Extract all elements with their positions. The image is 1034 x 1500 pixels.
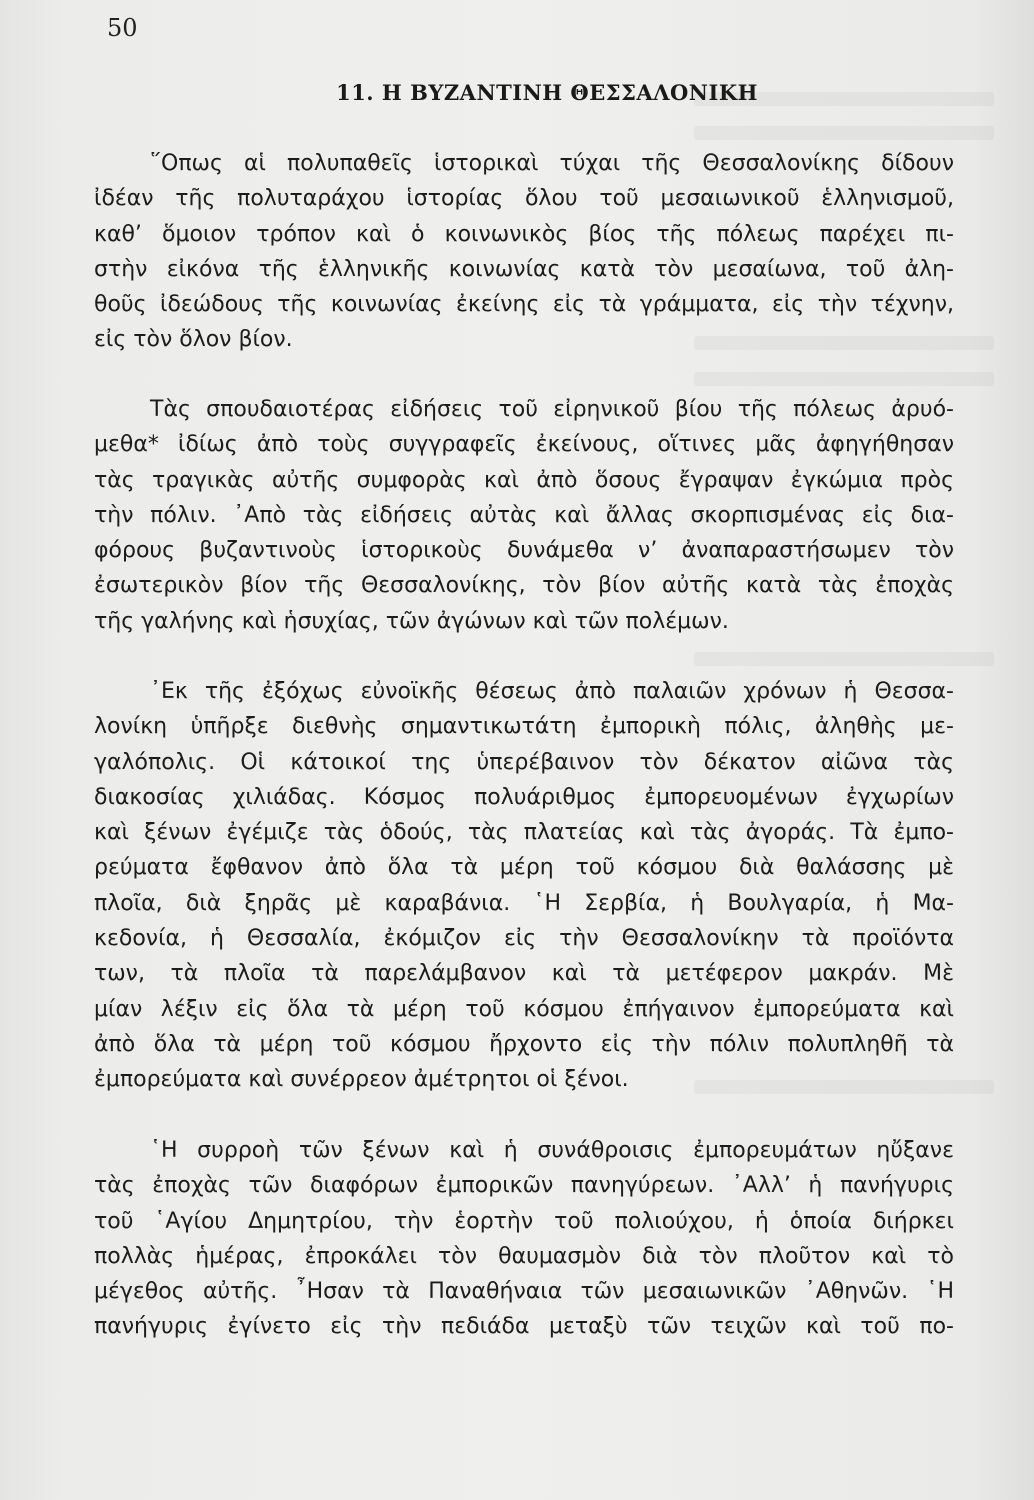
paragraph-1	[94, 146, 954, 358]
show-through-smudge	[694, 126, 994, 140]
text-line: τοῦ ῾Αγίου Δημητρίου, τὴν ἑορτὴν τοῦ πολιούχου, ἡ ὁποία διήρκει	[94, 1208, 954, 1234]
text-line: λονίκη ὑπῆρξε διεθνὴς σημαντικωτάτη ἐμπορικὴ πόλις, ἀληθὴς με-	[94, 714, 954, 740]
text-line: ἐσωτερικὸν βίον τῆς Θεσσαλονίκης, τὸν βίον αὐτῆς κατὰ τὰς ἐποχὰς	[94, 573, 954, 599]
text-line: Τὰς σπουδαιοτέρας εἰδήσεις τοῦ εἰρηνικοῦ βίου τῆς πόλεως ἀρυό-	[150, 397, 954, 422]
paragraph-2	[94, 392, 954, 639]
text-line: στὴν εἰκόνα τῆς ἑλληνικῆς κοινωνίας κατὰ τὸν μεσαίωνα, τοῦ ἀλη-	[94, 256, 954, 282]
text-line: μίαν λέξιν εἰς ὅλα τὰ μέρη τοῦ κόσμου ἐπήγαινον ἐμπορεύματα καὶ	[94, 996, 954, 1022]
chapter-title: 11. Η ΒΥΖΑΝΤΙΝΗ ΘΕΣΣΑΛΟΝΙΚΗ	[336, 80, 758, 105]
text-line: ἐμπορεύματα καὶ συνέρρεον ἀμέτρητοι οἱ ξένοι.	[94, 1067, 629, 1093]
text-line: ῞Οπως αἱ πολυπαθεῖς ἱστορικαὶ τύχαι τῆς Θεσσαλονίκης δίδουν	[150, 151, 954, 176]
show-through-smudge	[694, 652, 994, 666]
page-number: 50	[107, 14, 138, 42]
text-line: ρεύματα ἔφθανον ἀπὸ ὅλα τὰ μέρη τοῦ κόσμου διὰ θαλάσσης μὲ	[94, 855, 954, 881]
text-line: τὰς ἐποχὰς τῶν διαφόρων ἐμπορικῶν πανηγύρεων. ᾿Αλλ’ ἡ πανήγυρις	[94, 1173, 954, 1199]
text-line: κεδονία, ἡ Θεσσαλία, ἐκόμιζον εἰς τὴν Θεσσαλονίκην τὰ προϊόντα	[94, 926, 954, 952]
text-line: πολλὰς ἡμέρας, ἐπροκάλει τὸν θαυμασμὸν διὰ τὸν πλοῦτον καὶ τὸ	[94, 1243, 954, 1269]
text-line: ᾿Εκ τῆς ἐξόχως εὐνοϊκῆς θέσεως ἀπὸ παλαιῶν χρόνων ἡ Θεσσα-	[150, 679, 954, 704]
text-line: ἰδέαν τῆς πολυταράχου ἱστορίας ὅλου τοῦ μεσαιωνικοῦ ἑλληνισμοῦ,	[94, 186, 954, 212]
text-line: μεθα* ἰδίως ἀπὸ τοὺς συγγραφεῖς ἐκείνους, οἵτινες μᾶς ἀφηγήθησαν	[94, 432, 954, 458]
text-line: πλοῖα, διὰ ξηρᾶς μὲ καραβάνια. ῾Η Σερβία, ἡ Βουλγαρία, ἡ Μα-	[94, 890, 954, 916]
text-line: πανήγυρις ἐγίνετο εἰς τὴν πεδιάδα μεταξὺ τῶν τειχῶν καὶ τοῦ πο-	[94, 1314, 954, 1340]
text-line: τὴν πόλιν. ᾿Απὸ τὰς εἰδήσεις αὐτὰς καὶ ἄλλας σκορπισμένας εἰς δια-	[94, 502, 954, 528]
text-line: μέγεθος αὐτῆς. ῏Ησαν τὰ Παναθήναια τῶν μεσαιωνικῶν ᾿Αθηνῶν. ῾Η	[94, 1279, 954, 1305]
text-line: θοῦς ἰδεώδους τῆς κοινωνίας ἐκείνης εἰς τὰ γράμματα, εἰς τὴν τέχνην,	[94, 292, 954, 318]
text-line: ἀπὸ ὅλα τὰ μέρη τοῦ κόσμου ἤρχοντο εἰς τὴν πόλιν πολυπληθῆ τὰ	[94, 1031, 954, 1057]
text-line: τὰς τραγικὰς αὐτῆς συμφορὰς καὶ ἀπὸ ὅσους ἔγραψαν ἐγκώμια πρὸς	[94, 467, 954, 493]
paragraph-3	[94, 674, 954, 1098]
show-through-smudge	[694, 372, 994, 386]
text-line: καὶ ξένων ἐγέμιζε τὰς ὁδούς, τὰς πλατείας καὶ τὰς ἀγοράς. Τὰ ἐμπο-	[94, 820, 954, 846]
text-line: εἰς τὸν ὅλον βίον.	[94, 327, 293, 353]
text-line: τῆς γαλήνης καὶ ἡσυχίας, τῶν ἀγώνων καὶ τῶν πολέμων.	[94, 608, 729, 634]
text-line: των, τὰ πλοῖα τὰ παρελάμβανον καὶ τὰ μετέφερον μακράν. Μὲ	[94, 961, 954, 987]
text-line: φόρους βυζαντινοὺς ἱστορικοὺς δυνάμεθα ν’ ἀναπαραστήσωμεν τὸν	[94, 538, 954, 564]
text-line: γαλόπολις. Οἱ κάτοικοί της ὑπερέβαινον τὸν δέκατον αἰῶνα τὰς	[94, 749, 954, 775]
text-line: διακοσίας χιλιάδας. Κόσμος πολυάριθμος ἐμπορευομένων ἐγχωρίων	[94, 784, 954, 810]
text-line: ῾Η συρροὴ τῶν ξένων καὶ ἡ συνάθροισις ἐμπορευμάτων ηὔξανε	[150, 1138, 954, 1163]
text-line: καθ’ ὅμοιον τρόπον καὶ ὁ κοινωνικὸς βίος τῆς πόλεως παρέχει πι-	[94, 221, 954, 247]
paragraph-4	[94, 1133, 954, 1345]
